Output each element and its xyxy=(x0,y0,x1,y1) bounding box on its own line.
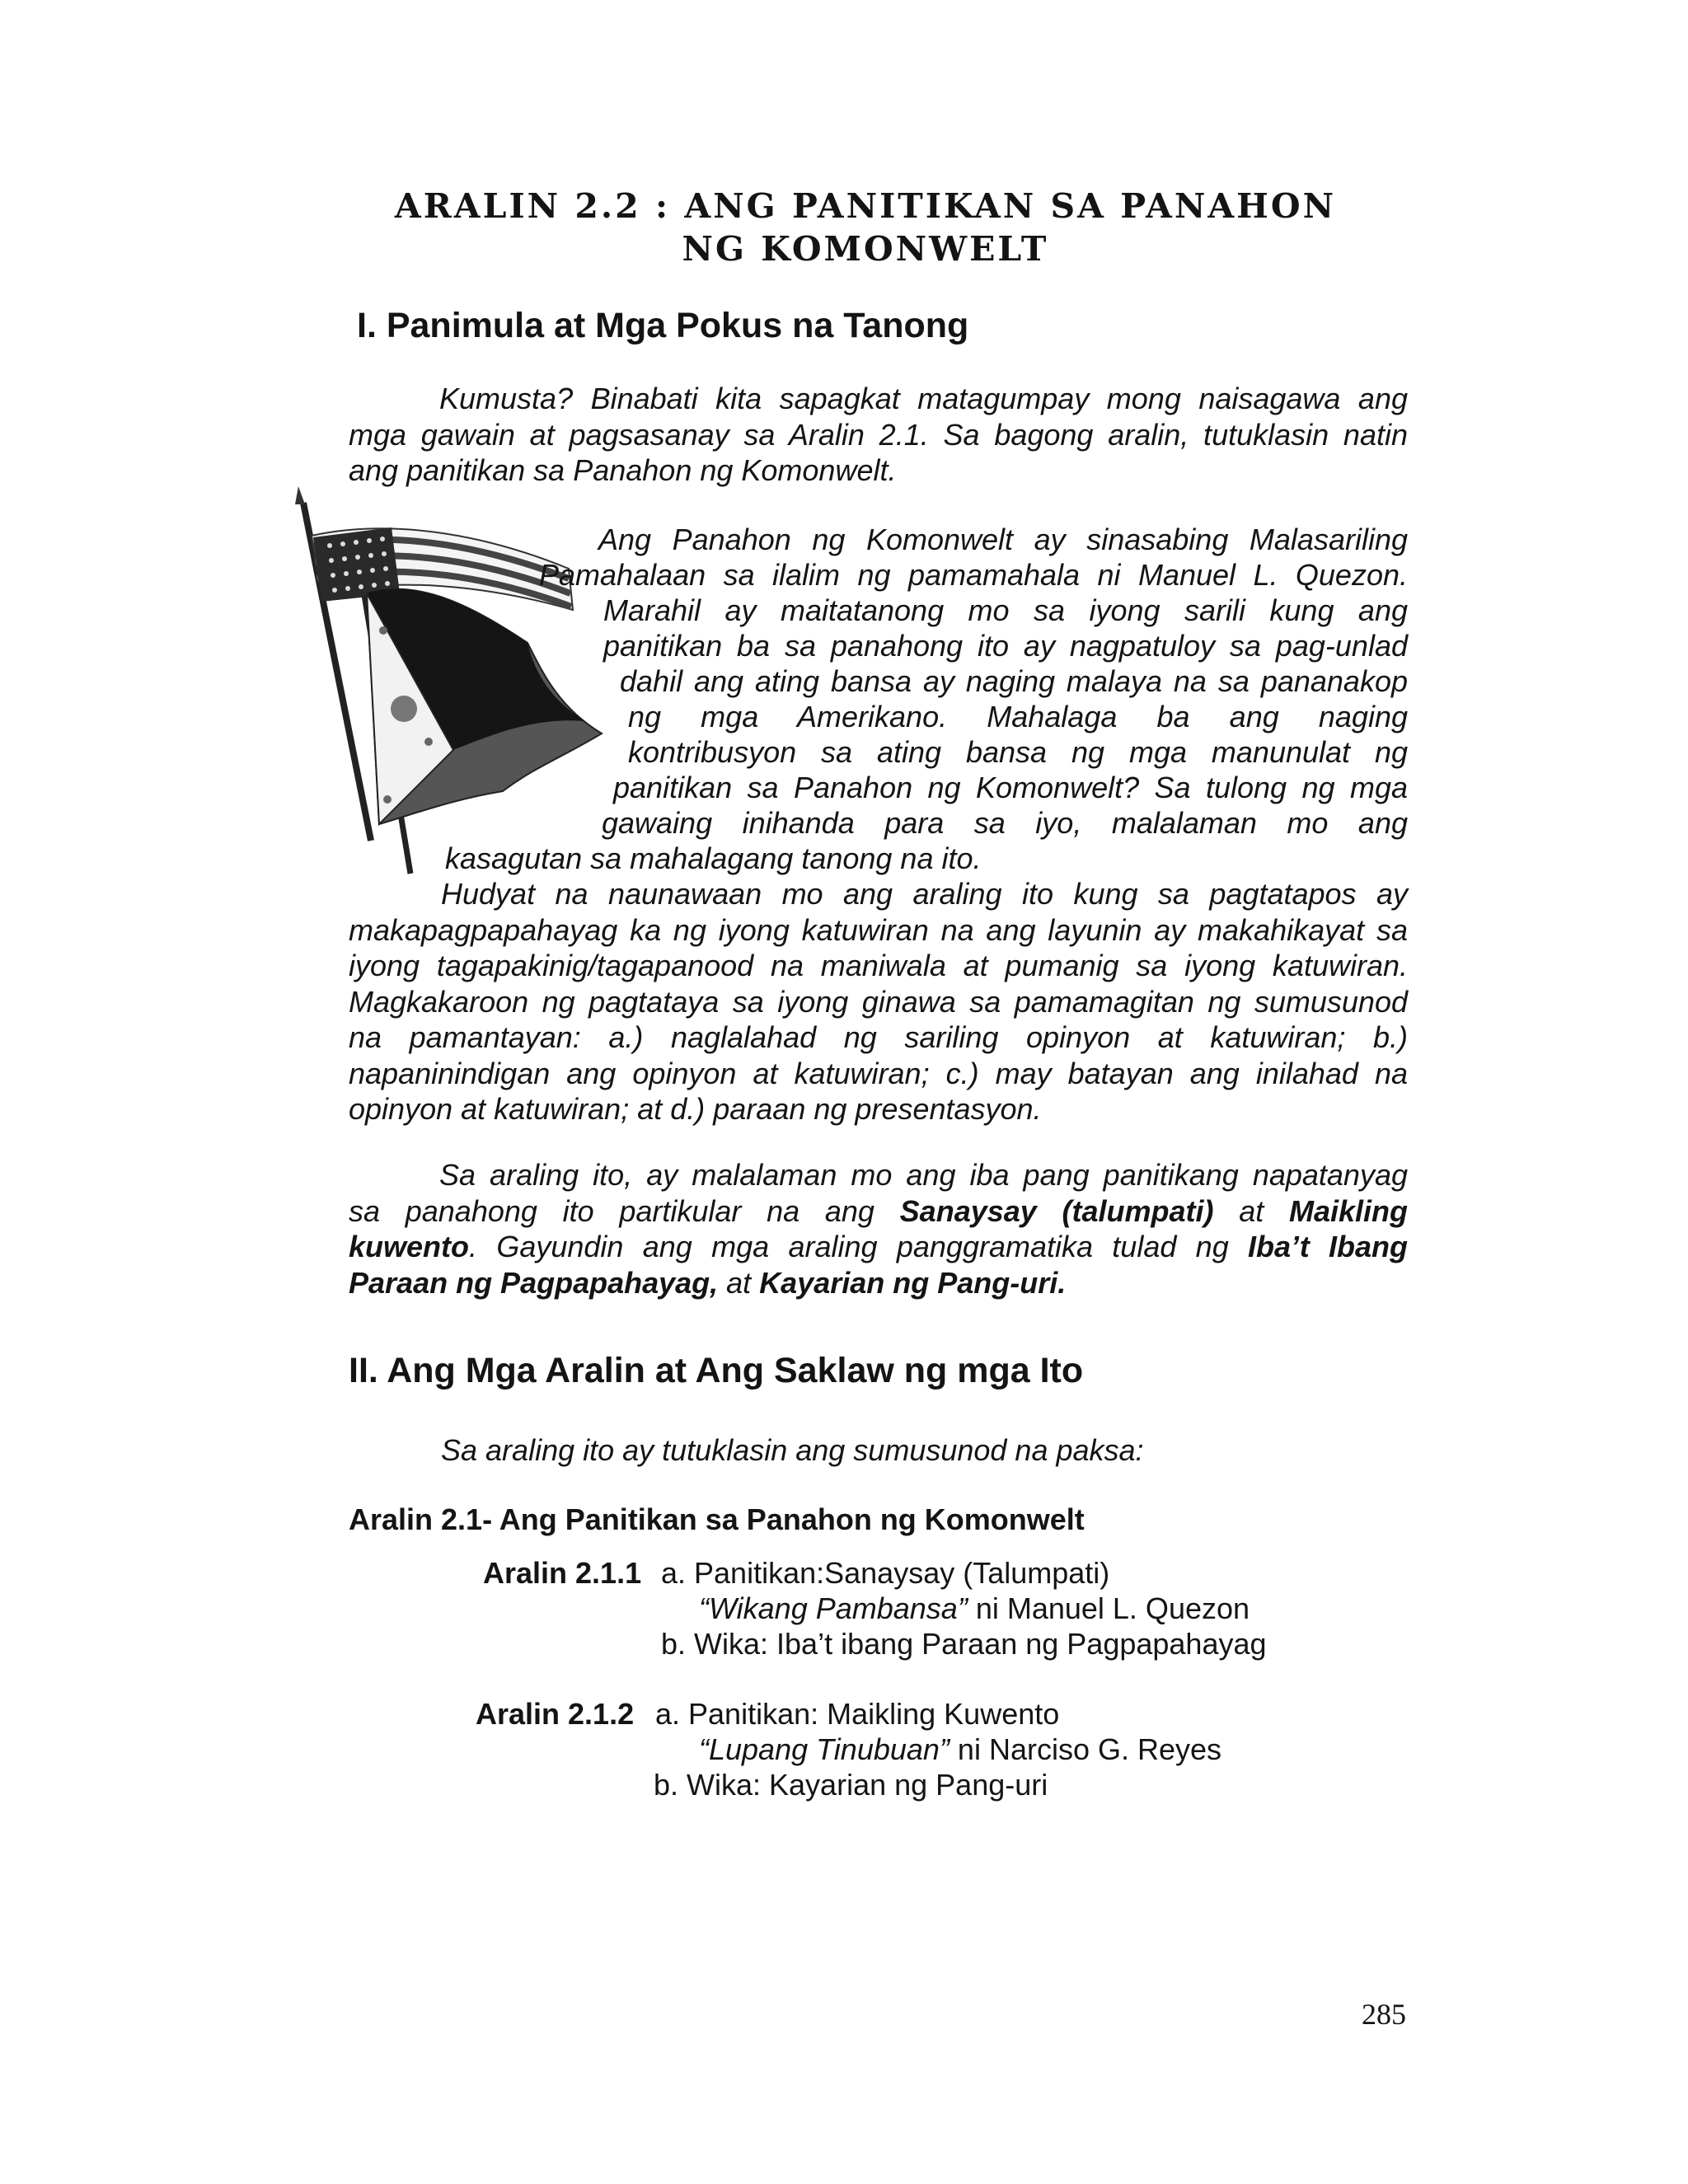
hudyat-line: makapagpapahayag ka ng iyong katuwiran na ang layunin ay makahikayat sa xyxy=(349,912,1408,947)
sa-araling-line: kuwento. Gayundin ang mga araling panggramatika tulad ng Iba’t Ibang xyxy=(349,1230,1409,1263)
intro-paragraph xyxy=(349,381,1408,489)
sa-araling-line: sa panahong ito partikular na ang Sanaysay (talumpati) at Maikling xyxy=(349,1193,1408,1228)
aralin-2-1-2-label: Aralin 2.1.2 xyxy=(476,1697,635,1731)
work-author: ni Manuel L. Quezon xyxy=(967,1591,1250,1625)
flag-paragraph-line: Ang Panahon ng Komonwelt ay sinasabing Malasariling xyxy=(598,523,1408,556)
flag-paragraph-line: kontribusyon sa ating bansa ng mga manunulat ng xyxy=(628,735,1408,769)
aralin-2-1-heading: Aralin 2.1- Ang Panitikan sa Panahon ng Komonwelt xyxy=(349,1502,1085,1536)
aralin-2-1-2-literature: a. Panitikan: Maikling Kuwento xyxy=(655,1697,1060,1731)
intro-line: ang panitikan sa Panahon ng Komonwelt. xyxy=(349,453,897,487)
flag-paragraph-line: panitikan sa Panahon ng Komonwelt? Sa tulong ng mga xyxy=(613,771,1408,804)
star-icon xyxy=(383,795,392,804)
bold-term: kuwento xyxy=(349,1230,470,1263)
pole-finial-icon xyxy=(295,486,305,504)
flag-paragraph-line: gawaing inihanda para sa iyo, malalaman mo ang xyxy=(602,806,1408,840)
sa-araling-line: Paraan ng Pagpapahayag, at Kayarian ng Pang-uri. xyxy=(349,1265,1067,1300)
flag-paragraph-line: Marahil ay maitatanong mo sa iyong sarili kung ang xyxy=(603,593,1408,627)
hudyat-line: Hudyat na naunawaan mo ang araling ito kung sa pagtatapos ay xyxy=(441,877,1408,911)
sun-icon xyxy=(391,696,417,722)
bold-term: Paraan ng Pagpapahayag, xyxy=(349,1265,719,1300)
hudyat-line: napaninindigan ang opinyon at katuwiran; c.) may batayan ang inilahad na xyxy=(349,1056,1408,1090)
hudyat-paragraph xyxy=(349,876,1408,1127)
aralin-2-1-1-work xyxy=(699,1591,1250,1626)
section-2-intro: Sa araling ito ay tutuklasin ang sumusunod na paksa: xyxy=(441,1433,1144,1467)
sa-araling-line: Sa araling ito, ay malalaman mo ang iba pang panitikang napatanyag xyxy=(439,1158,1408,1192)
aralin-2-1-1-literature: a. Panitikan:Sanaysay (Talumpati) xyxy=(661,1556,1110,1590)
section-2-heading: II. Ang Mga Aralin at Ang Saklaw ng mga Ito xyxy=(349,1351,1084,1390)
work-title: “Wikang Pambansa” xyxy=(699,1591,968,1625)
hudyat-line: Magkakaroon ng pagtataya sa iyong ginawa sa pamamagitan ng sumusunod xyxy=(349,984,1408,1019)
flag-paragraph-line: kasagutan sa mahalagang tanong na ito. xyxy=(445,841,982,875)
flag-paragraph-line: Pamahalaan sa ilalim ng pamamahala ni Manuel L. Quezon. xyxy=(539,558,1408,592)
bold-term: Iba’t Ibang xyxy=(1248,1230,1409,1263)
philippine-american-flags-illustration xyxy=(288,486,618,882)
aralin-2-1-2-work xyxy=(699,1732,1221,1767)
lesson-title-line-2: NG KOMONWELT xyxy=(682,229,1049,269)
aralin-2-1-1-language: b. Wika: Iba’t ibang Paraan ng Pagpapahayag xyxy=(661,1627,1267,1661)
bold-term: Maikling xyxy=(1288,1193,1408,1228)
lesson-title-line-1: ARALIN 2.2 : ANG PANITIKAN SA PANAHON xyxy=(394,186,1337,226)
star-icon xyxy=(424,738,433,746)
flag-paragraph-line: dahil ang ating bansa ay naging malaya na sa pananakop xyxy=(620,664,1408,698)
flag-paragraph-line: ng mga Amerikano. Mahalaga ba ang naging xyxy=(628,700,1408,733)
section-1-heading: I. Panimula at Mga Pokus na Tanong xyxy=(357,306,969,345)
page-number: 285 xyxy=(1362,1998,1406,2031)
star-icon xyxy=(379,626,387,635)
intro-line: Kumusta? Binabati kita sapagkat matagumpay mong naisagawa ang xyxy=(439,382,1408,415)
hudyat-line: na pamantayan: a.) naglalahad ng sariling opinyon at katuwiran; b.) xyxy=(349,1020,1408,1054)
work-author: ni Narciso G. Reyes xyxy=(949,1732,1222,1766)
bold-term: Kayarian ng Pang-uri. xyxy=(759,1265,1067,1300)
work-title: “Lupang Tinubuan” xyxy=(699,1732,950,1766)
hudyat-line: opinyon at katuwiran; at d.) paraan ng presentasyon. xyxy=(349,1092,1042,1126)
flag-paragraph-line: panitikan ba sa panahong ito ay nagpatuloy sa pag-unlad xyxy=(603,629,1408,663)
intro-line: mga gawain at pagsasanay sa Aralin 2.1. Sa bagong aralin, tutuklasin natin xyxy=(349,417,1408,452)
sa-araling-paragraph xyxy=(349,1157,1408,1301)
aralin-2-1-1-label: Aralin 2.1.1 xyxy=(483,1556,642,1590)
philippine-flag-icon xyxy=(367,589,602,824)
bold-term: Sanaysay (talumpati) xyxy=(899,1193,1214,1228)
hudyat-line: iyong tagapakinig/tagapanood na maniwala at pumanig sa iyong katuwiran. xyxy=(349,949,1408,982)
aralin-2-1-2-language: b. Wika: Kayarian ng Pang-uri xyxy=(654,1768,1048,1802)
